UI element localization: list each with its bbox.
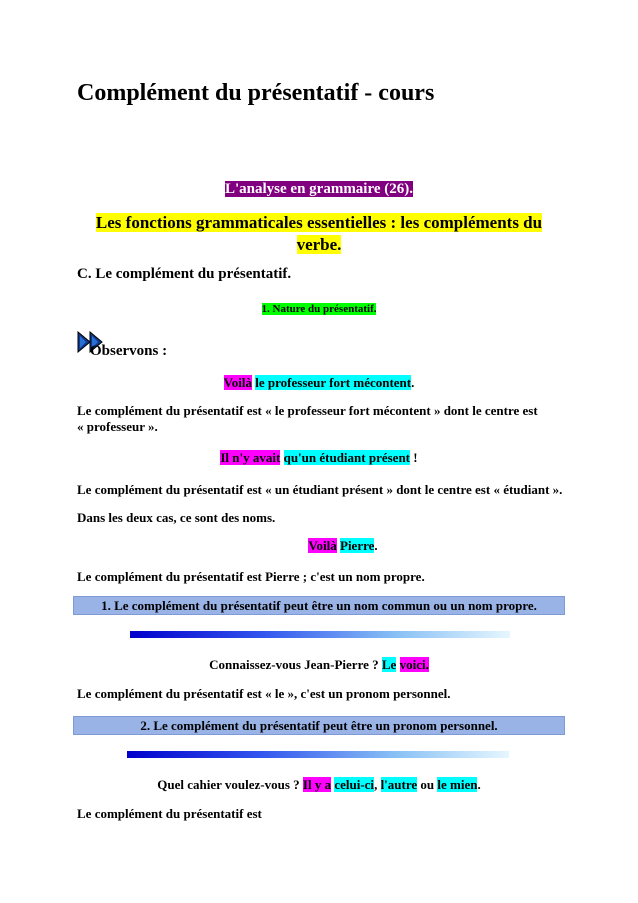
example-voila-professeur xyxy=(0,375,638,391)
example-jean-pierre xyxy=(0,657,638,673)
paragraph-2: Le complément du présentatif est « un étudiant présent » dont le centre est « étudiant ». xyxy=(77,482,563,497)
complement-le-mien: le mien xyxy=(437,777,478,792)
presentatif-voici: voici. xyxy=(399,657,429,672)
heading-fonctions xyxy=(77,212,561,256)
section-title: C. Le complément du présentatif. xyxy=(77,266,292,282)
paragraph-3: Dans les deux cas, ce sont des noms. xyxy=(77,510,276,525)
heading-fonctions-line1: Les fonctions grammaticales essentielles : les compléments du xyxy=(95,213,543,232)
complement-le: Le xyxy=(381,657,397,672)
presentatif-il-y-a: Il y a xyxy=(302,777,332,792)
question-cahier: Quel cahier voulez-vous ? xyxy=(157,777,303,792)
heading-analyse-text: L'analyse en grammaire (26). xyxy=(224,181,414,197)
subsection-title xyxy=(0,302,638,316)
presentatif-voila: Voilà xyxy=(223,375,253,390)
example-voila-pierre xyxy=(0,538,638,554)
paragraph-6: Le complément du présentatif est xyxy=(77,806,262,821)
page-title: Complément du présentatif - cours xyxy=(77,80,435,106)
rule-box-1: 1. Le complément du présentatif peut être un nom commun ou un nom propre. xyxy=(73,596,565,615)
example-end: . xyxy=(411,375,415,390)
complement-professeur: le professeur fort mécontent xyxy=(255,375,412,390)
question-jean-pierre: Connaissez-vous Jean-Pierre ? xyxy=(209,657,382,672)
heading-fonctions-line2: verbe. xyxy=(296,235,342,254)
paragraph-5: Le complément du présentatif est « le », c'est un pronom personnel. xyxy=(77,686,451,701)
heading-analyse xyxy=(0,180,638,198)
example-end: . xyxy=(374,538,378,553)
complement-pierre: Pierre xyxy=(340,538,375,553)
complement-celui-ci: celui-ci xyxy=(334,777,375,792)
complement-etudiant: qu'un étudiant présent xyxy=(283,450,411,465)
presentatif-il-ny-avait: Il n'y avait xyxy=(220,450,281,465)
example-end: ! xyxy=(410,450,418,465)
gradient-divider-1 xyxy=(130,631,510,638)
complement-lautre: l'autre xyxy=(380,777,418,792)
subsection-title-text: 1. Nature du présentatif. xyxy=(261,303,377,315)
gradient-divider-2 xyxy=(127,751,509,758)
example-cahier: Quel cahier voulez-vous ? Il y a celui-ci, l'autre ou le mien. xyxy=(157,777,481,792)
paragraph-1: Le complément du présentatif est « le professeur fort mécontent » dont le centre est « professeur ». xyxy=(77,403,538,434)
example-il-ny-avait xyxy=(0,450,638,466)
presentatif-voila-2: Voilà xyxy=(308,538,337,553)
paragraph-4: Le complément du présentatif est Pierre ; c'est un nom propre. xyxy=(77,569,425,584)
observons-label: Observons : xyxy=(90,343,168,359)
rule-box-2: 2. Le complément du présentatif peut être un pronom personnel. xyxy=(73,716,565,735)
